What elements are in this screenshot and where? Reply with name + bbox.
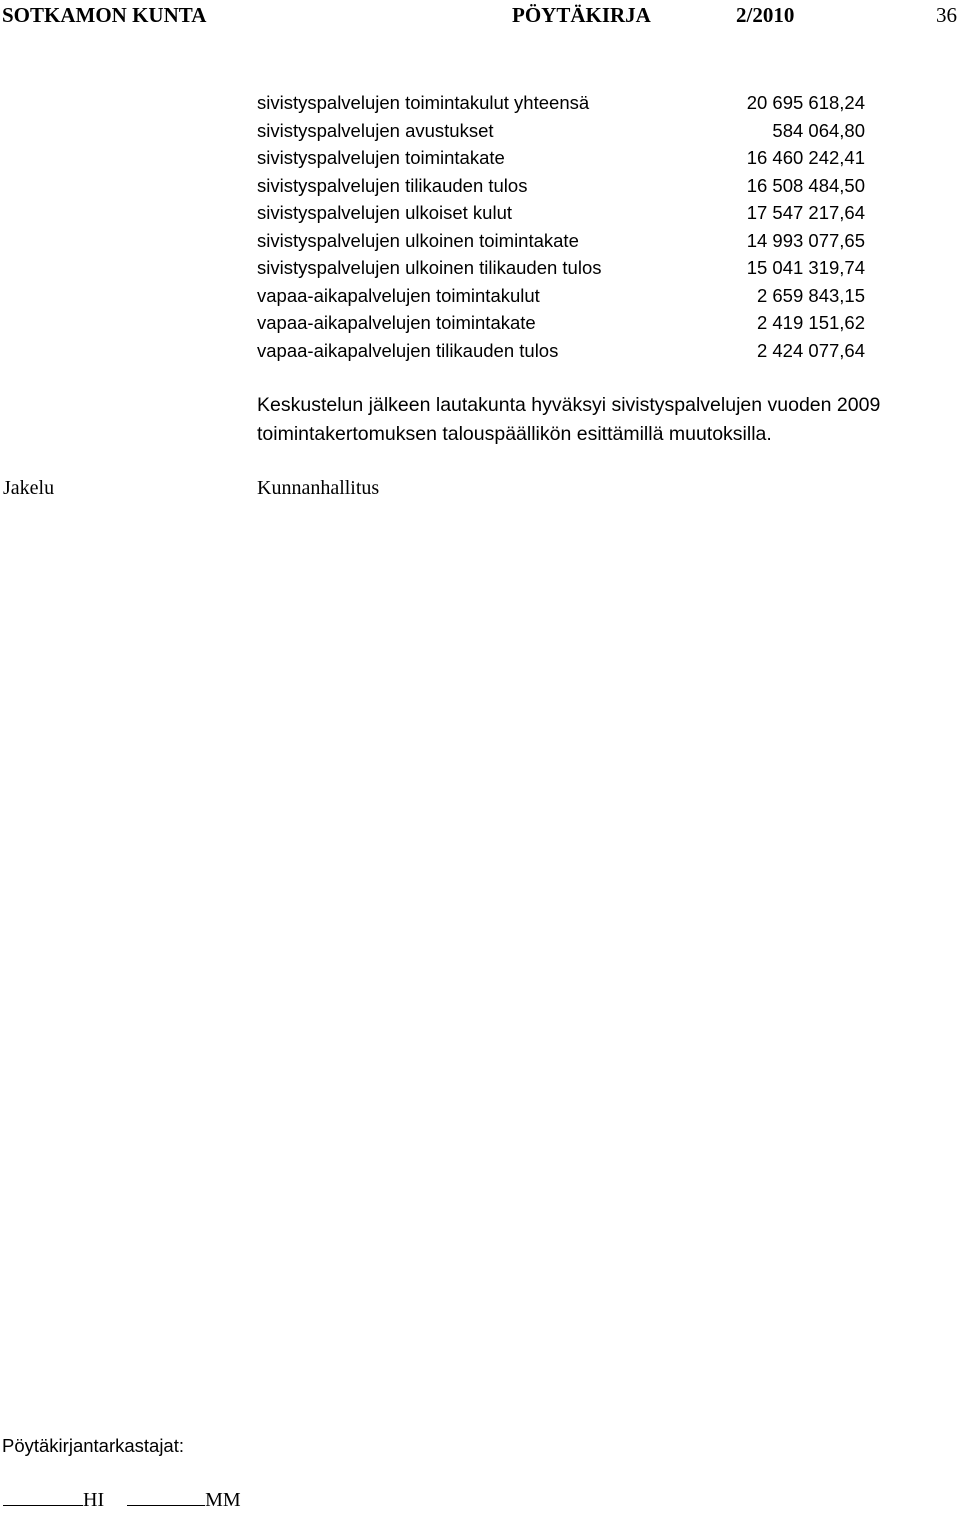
- figure-value: 16 460 242,41: [746, 147, 865, 168]
- document-type: PÖYTÄKIRJA: [512, 3, 651, 27]
- figure-row: [257, 254, 867, 282]
- figure-label: sivistyspalvelujen toimintakate: [257, 147, 505, 168]
- figure-row: [257, 144, 867, 172]
- figure-value: 16 508 484,50: [746, 174, 865, 196]
- reviewers-label: Pöytäkirjantarkastajat:: [2, 1435, 185, 1456]
- decision-line-1: Keskustelun jälkeen lautakunta hyväksyi sivistyspalvelujen vuoden 2009: [257, 394, 881, 416]
- reviewer-initials-2: MM: [205, 1489, 241, 1511]
- figure-label: sivistyspalvelujen tilikauden tulos: [257, 174, 528, 196]
- figures-table: [257, 89, 867, 364]
- figure-label: sivistyspalvelujen ulkoinen toimintakate: [257, 229, 579, 251]
- figure-row: [257, 227, 867, 255]
- figure-label: sivistyspalvelujen ulkoiset kulut: [257, 202, 513, 223]
- figure-label: vapaa-aikapalvelujen toimintakulut: [257, 284, 540, 306]
- figure-value: 20 695 618,24: [746, 92, 865, 113]
- figure-label: vapaa-aikapalvelujen tilikauden tulos: [257, 339, 559, 361]
- municipality-name: SOTKAMON KUNTA: [2, 3, 207, 27]
- figure-row: [257, 309, 867, 337]
- document-number: 2/2010: [736, 3, 795, 27]
- figure-value: 17 547 217,64: [746, 202, 865, 223]
- figure-value: 14 993 077,65: [746, 229, 865, 251]
- figure-value: 584 064,80: [772, 119, 865, 141]
- figure-row: [257, 282, 867, 310]
- figure-value: 15 041 319,74: [746, 257, 865, 278]
- figure-value: 2 659 843,15: [756, 284, 865, 306]
- page-header: [0, 0, 960, 30]
- figure-row: [257, 337, 867, 365]
- figure-row: [257, 89, 867, 117]
- figure-value: 2 419 151,62: [756, 312, 865, 333]
- signature-blank: [3, 1487, 83, 1506]
- distribution-label: Jakelu: [3, 477, 55, 499]
- figure-row: [257, 199, 867, 227]
- distribution-value: Kunnanhallitus: [257, 477, 380, 499]
- page-number: 36: [936, 3, 957, 27]
- signature-line: [3, 1487, 241, 1513]
- figure-value: 2 424 077,64: [756, 339, 865, 361]
- figure-label: sivistyspalvelujen ulkoinen tilikauden tulos: [257, 257, 602, 278]
- decision-paragraph: [257, 391, 957, 449]
- decision-line-2: toimintakertomuksen talouspäällikön esittämillä muutoksilla.: [257, 423, 772, 445]
- figure-label: vapaa-aikapalvelujen toimintakate: [257, 312, 536, 333]
- reviewer-initials-1: HI: [83, 1489, 105, 1511]
- figure-row: [257, 117, 867, 145]
- figure-row: [257, 172, 867, 200]
- signature-blank: [127, 1487, 205, 1506]
- figure-label: sivistyspalvelujen avustukset: [257, 119, 494, 141]
- figure-label: sivistyspalvelujen toimintakulut yhteensä: [257, 92, 590, 113]
